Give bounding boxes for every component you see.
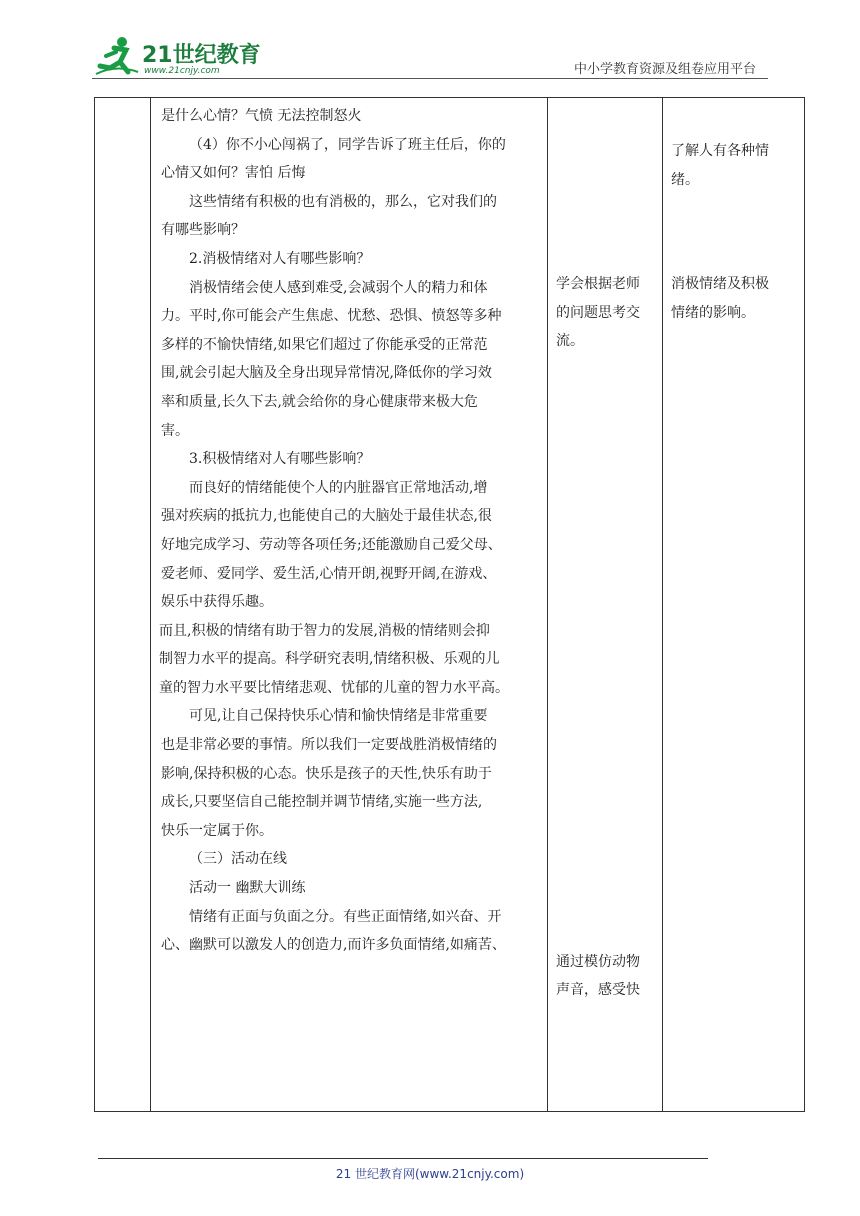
content-line: 力。平时,你可能会产生焦虑、忧愁、恐惧、愤怒等多种	[161, 308, 502, 325]
teaching-content-cell	[151, 98, 548, 1112]
content-line: 消极情绪会使人感到难受,会减弱个人的精力和体	[189, 279, 488, 296]
content-line: 率和质量,长久下去,就会给你的身心健康带来极大危	[161, 393, 478, 410]
content-line: 多样的不愉快情绪,如果它们超过了你能承受的正常范	[161, 336, 488, 353]
activity-line: 通过模仿动物	[556, 953, 640, 970]
content-line: 好地完成学习、劳动等各项任务;还能激励自己爱父母、	[161, 536, 502, 553]
activity-line: 声音，感受快	[556, 982, 640, 999]
content-line: 成长,只要坚信自己能控制并调节情绪,实施一些方法,	[161, 794, 483, 811]
intent-line: 情绪的影响。	[671, 304, 755, 321]
empty-column-cell	[95, 98, 151, 1112]
section-heading: （三）活动在线	[189, 851, 287, 868]
logo-url: www.21cnjy.com	[144, 66, 220, 76]
content-line: 害。	[161, 422, 189, 439]
intent-line: 了解人有各种情	[671, 143, 769, 159]
activity-line: 流。	[556, 333, 584, 350]
content-line: 是什么心情？气愤 无法控制怒火	[161, 108, 362, 124]
content-line: 心、幽默可以激发人的创造力,而许多负面情绪,如痛苦、	[161, 937, 506, 954]
intent-line: 消极情绪及积极	[671, 276, 769, 293]
footer-divider	[98, 1158, 708, 1159]
table-row	[95, 98, 805, 1112]
content-line: 情绪有正面与负面之分。有些正面情绪,如兴奋、开	[189, 908, 502, 925]
content-line: 2.消极情绪对人有哪些影响？	[189, 250, 371, 267]
header-divider	[92, 78, 768, 79]
content-line: 娱乐中获得乐趣。	[161, 594, 273, 611]
intent-line: 绪。	[671, 171, 699, 188]
content-line: 影响,保持积极的心态。快乐是孩子的天性,快乐有助于	[161, 765, 492, 782]
site-logo[interactable]	[92, 34, 272, 78]
content-line: 心情又如何？害怕 后悔	[161, 165, 306, 182]
content-line: 强对疾病的抵抗力,也能使自己的大脑处于最佳状态,很	[161, 508, 492, 525]
content-line: （4）你不小心闯祸了，同学告诉了班主任后，你的	[189, 136, 506, 153]
content-line: 可见,让自己保持快乐心情和愉快情绪是非常重要	[189, 708, 488, 725]
page-header	[92, 30, 768, 80]
runner-logo-icon	[92, 34, 142, 78]
content-line: 快乐一定属于你。	[161, 822, 273, 839]
content-line: 爱老师、爱同学、爱生活,心情开朗,视野开阔,在游戏、	[161, 565, 497, 582]
student-activity-cell	[548, 98, 663, 1112]
content-line: 而且,积极的情绪有助于智力的发展,消极的情绪则会抑	[159, 622, 490, 639]
activity-line: 的问题思考交	[556, 304, 640, 321]
footer-link[interactable]: 21 世纪教育网(www.21cnjy.com)	[335, 1167, 525, 1181]
content-line: 而良好的情绪能使个人的内脏器官正常地活动,增	[189, 479, 488, 496]
content-line: 制智力水平的提高。科学研究表明,情绪积极、乐观的儿	[159, 651, 500, 668]
content-line: 这些情绪有积极的也有消极的，那么，它对我们的	[189, 193, 497, 210]
logo-text: 21世纪教育	[142, 43, 261, 68]
content-line: 围,就会引起大脑及全身出现异常情况,降低你的学习效	[161, 365, 492, 382]
activity-line: 学会根据老师	[556, 276, 640, 292]
content-line: 有哪些影响？	[161, 222, 245, 239]
content-line: 童的智力水平要比情绪悲观、忧郁的儿童的智力水平高。	[159, 679, 509, 696]
content-line: 3.积极情绪对人有哪些影响？	[189, 451, 371, 468]
platform-title: 中小学教育资源及组卷应用平台	[573, 62, 756, 77]
design-intent-cell	[663, 98, 805, 1112]
lesson-table	[94, 97, 805, 1112]
activity-title: 活动一 幽默大训练	[189, 880, 306, 897]
content-line: 也是非常必要的事情。所以我们一定要战胜消极情绪的	[161, 737, 497, 754]
